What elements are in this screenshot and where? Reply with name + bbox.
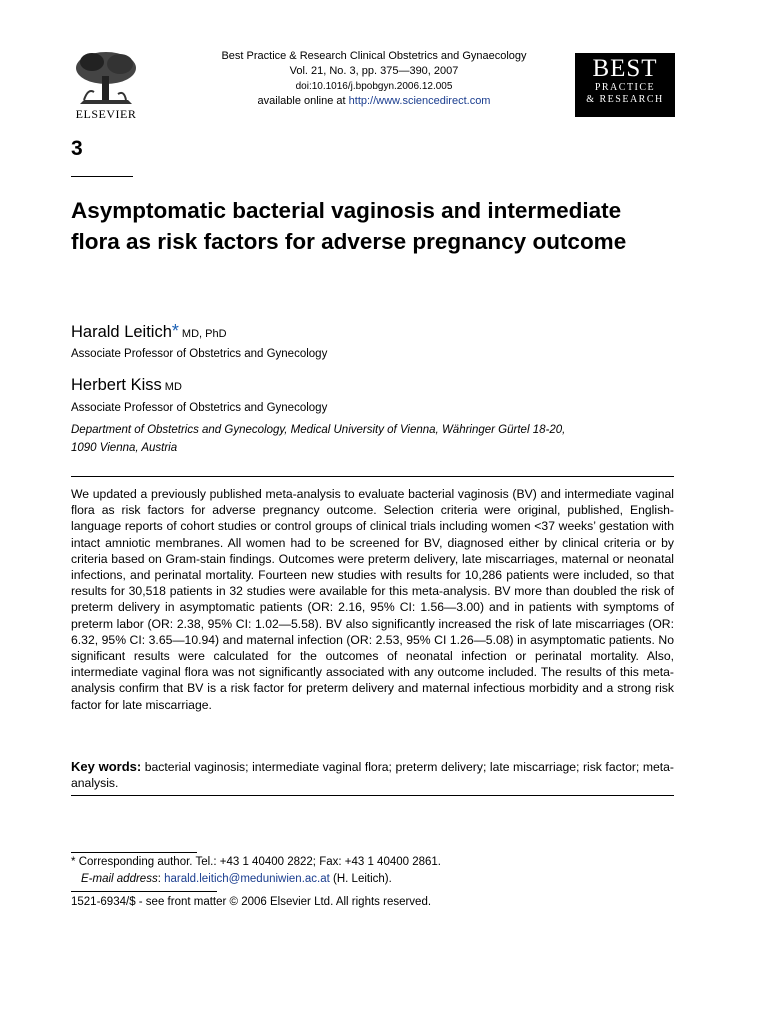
journal-meta: [185, 49, 563, 109]
journal-logo: [575, 53, 675, 117]
copyright-divider: [71, 891, 217, 892]
journal-logo-best: BEST: [592, 55, 658, 82]
footnote-marker: *: [71, 856, 76, 868]
author-1-degrees: MD, PhD: [181, 328, 227, 340]
abstract-text: We updated a previously published meta-analysis to evaluate bacterial vaginosis (BV) and intermediate vaginal flora as risk factors for adverse pregnancy outcome. Selection criteria were original, published, English-language reports of cohort studies or control groups of clinical trials including women <37 weeks’ gestation with intact amniotic membranes. All women had to be screened for BV, diagnosed either by clinical criteria or by criteria based on Gram-stain findings. Outcomes were preterm delivery, late miscarriages, maternal or neonatal infections, and perinatal mortality. Fourteen new studies with results for 10,286 patients were included, so that results for 30,518 patients in 32 studies were available for this meta-analysis. BV more than doubled the risk of preterm delivery in asymptomatic patients (OR: 2.16, 95% CI: 1.56—3.00) and in patients with symptoms of preterm labor (OR: 2.38, 95% CI: 1.02—5.58). BV also significantly increased the risk of late miscarriages (OR: 6.32, 95% CI: 3.65—10.94) and maternal infection (OR: 2.53, 95% CI 1.26—5.08) in asymptomatic patients. No significant results were calculated for the outcomes of neonatal infection or perinatal mortality. Also, intermediate vaginal flora was not significantly associated with any outcome included. The results of this meta-analysis confirm that BV is a risk factor for preterm delivery and maternal infectious morbidity and a strong risk factor for late miscarriage.: [71, 487, 674, 712]
copyright-line: 1521-6934/$ - see front matter © 2006 Elsevier Ltd. All rights reserved.: [71, 896, 432, 908]
chapter-divider: [71, 176, 133, 177]
sciencedirect-link[interactable]: http://www.sciencedirect.com: [348, 95, 491, 107]
author-1-name: Harald Leitich: [71, 323, 172, 341]
department-affiliation: [71, 421, 631, 457]
corresponding-author-contact: Corresponding author. Tel.: +43 1 40400 2822; Fax: +43 1 40400 2861.: [78, 856, 442, 868]
availability-label: available online at: [257, 95, 349, 107]
author-2-name: Herbert Kiss: [71, 376, 162, 394]
article-title: Asymptomatic bacterial vaginosis and intermediate flora as risk factors for adverse pregnancy outcome: [71, 198, 627, 254]
author-2-degrees: MD: [164, 381, 182, 393]
email-note: E-mail address: harald.leitich@meduniwien.ac.at (H. Leitich).: [81, 873, 392, 885]
footnote-divider: [71, 852, 197, 853]
keywords-bottom-rule: [71, 795, 674, 796]
corresponding-author-marker[interactable]: *: [171, 321, 179, 341]
journal-name: Best Practice & Research Clinical Obstetrics and Gynaecology: [221, 50, 527, 62]
author-2: [71, 376, 182, 395]
author-2-role: Associate Professor of Obstetrics and Gynecology: [71, 402, 328, 414]
keywords-text: bacterial vaginosis; intermediate vaginal flora; preterm delivery; late miscarriage; risk factor; meta-analysis.: [71, 760, 674, 791]
journal-logo-practice: PRACTICE: [594, 82, 656, 93]
journal-volume: Vol. 21, No. 3, pp. 375—390, 2007: [289, 65, 459, 77]
author-email-link[interactable]: harald.leitich@meduniwien.ac.at: [164, 873, 330, 885]
keywords: [71, 759, 674, 791]
corresponding-author-note: [71, 856, 441, 868]
journal-availability: [185, 94, 563, 109]
journal-doi: doi:10.1016/j.bpobgyn.2006.12.005: [295, 81, 453, 92]
keywords-label: Key words:: [71, 759, 142, 774]
abstract-top-rule: [71, 476, 674, 477]
chapter-number: 3: [71, 137, 83, 160]
department-line-1: Department of Obstetrics and Gynecology, Medical University of Vienna, Währinger Gürtel 18-20,: [71, 424, 566, 436]
journal-logo-research: & RESEARCH: [586, 94, 664, 105]
email-label: E-mail address: [81, 873, 158, 885]
author-1: [71, 321, 227, 342]
department-line-2: 1090 Vienna, Austria: [71, 442, 178, 454]
email-suffix: (H. Leitich).: [329, 873, 392, 885]
author-1-role: Associate Professor of Obstetrics and Gynecology: [71, 348, 328, 360]
publisher-name: ELSEVIER: [75, 107, 137, 121]
